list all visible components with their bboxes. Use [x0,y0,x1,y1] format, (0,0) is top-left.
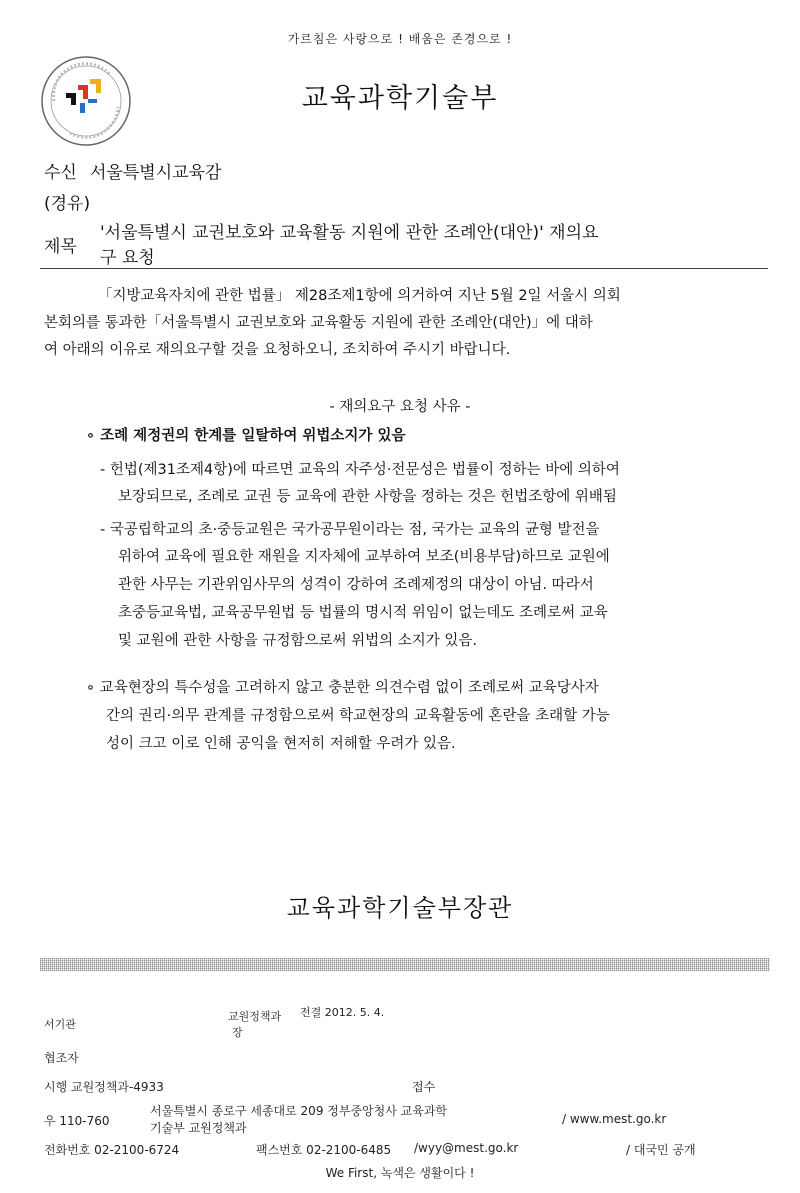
reason-sub-2-line-3: 관한 사무는 기관위임사무의 성격이 강하여 조례제정의 대상이 아님. 따라서 [118,577,594,593]
reason-sub-2-line-5: 및 교원에 관한 사항을 규정함으로써 위법의 소지가 있음. [118,633,478,649]
intro-line-2: 본회의를 통과한「서울특별시 교권보호와 교육활동 지원에 관한 조례안(대안)」에 대하 [44,315,593,331]
decider: 교원정책과 [228,1010,282,1023]
phone-number: 전화번호 02-2100-6724 [44,1143,180,1157]
intro-line-1: 「지방교육자치에 관한 법률」 제28조제1항에 의거하여 지난 5월 2일 서울시 의회 [98,288,621,304]
decision-date: 전결 2012. 5. 4. [300,1006,385,1019]
reception-label: 접수 [412,1080,436,1094]
reason-point-2-line-3: 성이 크고 이로 인해 공익을 현저히 저해할 우려가 있음. [106,736,456,752]
reason-sub-2-line-2: 위하여 교육에 필요한 재원을 지자체에 교부하여 보조(비용부담)하므로 교원에 [118,549,610,565]
via-label: (경유) [44,194,91,214]
reason-sub-1-line-2: 보장되므로, 조례로 교권 등 교육에 관한 사항을 정하는 것은 헌법조항에 위배됨 [118,489,617,505]
reason-point-2-line-2: 간의 권리·의무 관계를 규정함으로써 학교현장의 교육활동에 혼란을 초래할 가능 [106,708,610,724]
drafter-label: 서기관 [44,1018,76,1031]
cooperation-label: 협조자 [44,1051,79,1065]
reason-sub-2-line-1: - 국공립학교의 초·중등교원은 국가공무원이라는 점, 국가는 교육의 균형 발전을 [100,522,600,538]
ministry-title: 교육과학기술부 [301,83,499,114]
address-line-2: 기술부 교원정책과 [150,1121,247,1135]
subject-line-1: '서울특별시 교권보호와 교육활동 지원에 관한 조례안(대안)' 재의요 [100,223,599,243]
intro-line-3: 여 아래의 이유로 재의요구할 것을 요청하오니, 조치하여 주시기 바랍니다. [44,342,511,358]
recipient-label: 수신 [44,163,77,183]
motto: 가르침은 사랑으로 ! 배움은 존경으로 ! [287,32,513,46]
email-address: /wyy@mest.go.kr [414,1141,519,1155]
disclosure-status: / 대국민 공개 [626,1143,696,1157]
address-line-1: 서울특별시 종로구 세종대로 209 정부중앙청사 교육과학 [150,1104,448,1118]
fax-number: 팩스번호 02-2100-6485 [256,1143,392,1157]
signature-title: 교육과학기술부장관 [286,894,514,922]
reason-sub-1-line-1: - 헌법(제31조제4항)에 따르면 교육의 자주성·전문성은 법률이 정하는 바에 의하여 [100,462,620,478]
reason-point-1: ∘ 조례 제정권의 한계를 일탈하여 위법소지가 있음 [86,428,406,444]
reason-sub-2-line-4: 초중등교육법, 교육공무원법 등 법률의 명시적 위임이 없는데도 조례로써 교육 [118,605,608,621]
reasons-heading: - 재의요구 요청 사유 - [329,399,471,415]
subject-line-2: 구 요청 [100,248,155,268]
subject-label: 제목 [44,237,77,257]
recipient: 서울특별시교육감 [90,163,222,183]
header-divider [40,268,768,269]
postal-code: 우 110-760 [44,1114,110,1128]
enforcement-number: 시행 교원정책과-4933 [44,1080,164,1094]
footer-slogan: We First, 녹색은 생활이다 ! [325,1166,475,1180]
website: / www.mest.go.kr [562,1112,667,1126]
footer-divider [40,958,770,971]
decider-suffix: 장 [232,1026,243,1039]
reason-point-2-line-1: ∘ 교육현장의 특수성을 고려하지 않고 충분한 의견수렴 없이 조례로써 교육당사자 [86,680,599,696]
